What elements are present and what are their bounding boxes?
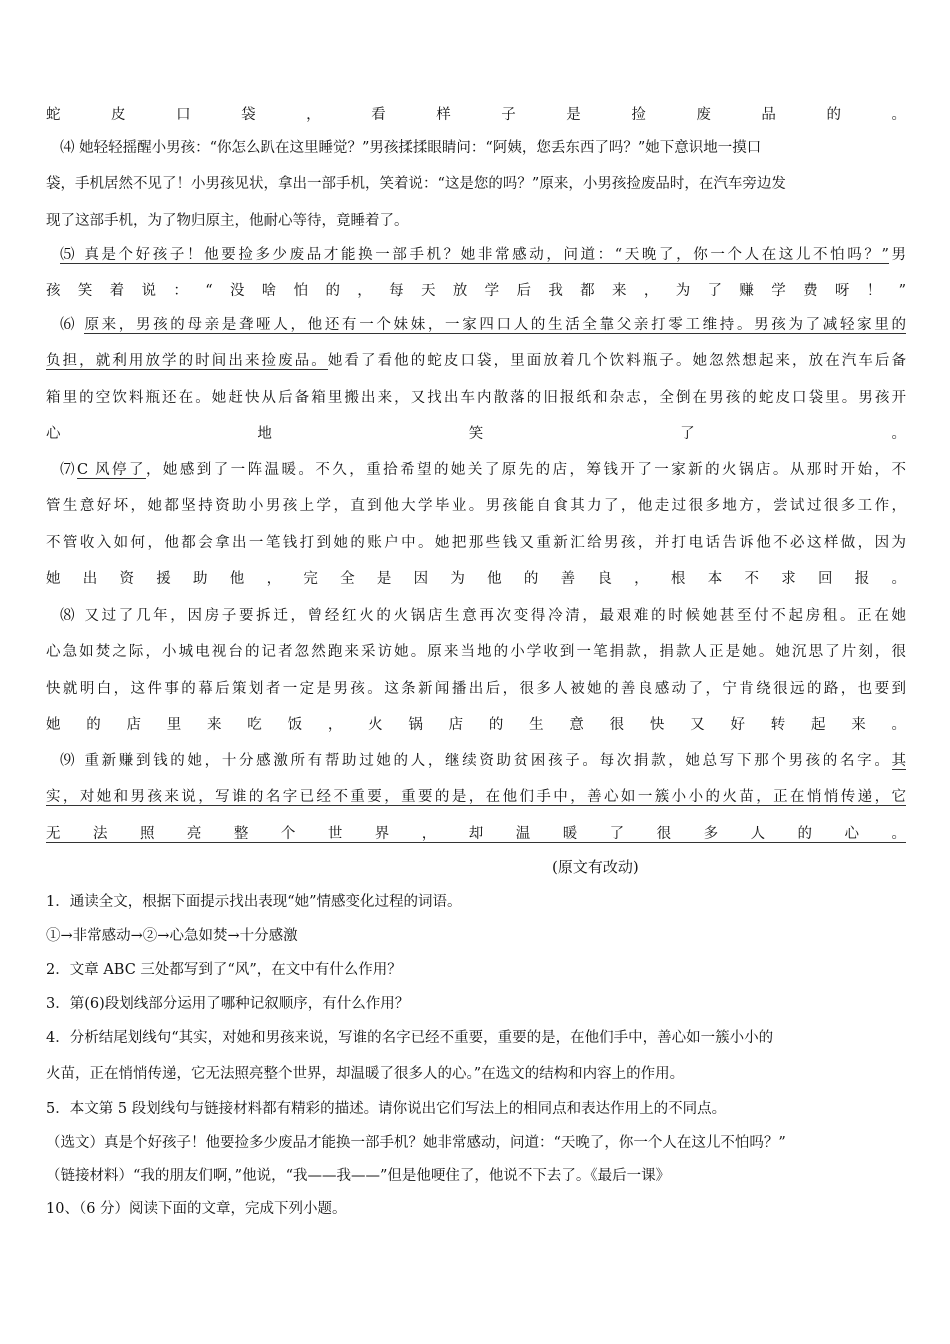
question-5-link: （链接材料）“我的朋友们啊，”他说，“我——我——”但是他哽住了，他说不下去了。《最后一课》 (46, 1168, 671, 1184)
question-1: 1．通读全文，根据下面提示找出表现“她”情感变化过程的词语。 (46, 894, 462, 910)
marked-phrase-c: C 风停了 (76, 462, 146, 478)
underlined-sentence: ⑸ 真是个好孩子！他要捡多少废品才能换一部手机？她非常感动，问道：“天晚了，你一个人在这儿不怕吗？” (60, 247, 889, 263)
paragraph-7: ⑺C 风停了，她感到了一阵温暖。不久，重拾希望的她关了原先的店，筹钱开了一家新的火锅店。从那时开始，不 管生意好坏，她都坚持资助小男孩上学，直到他大学毕业。男孩能自食其力了，他走过很多地方，尝试过很多工作， 不管收入如何，他都会拿出一笔钱打到她的账户中。她把那些钱又重新汇给男孩，并打电话告诉他不必这样做，因为 她出资援助他，完全是因为他的善良，根本不求回报。 (46, 462, 906, 587)
paragraph-9: ⑼ 重新赚到钱的她，十分感激所有帮助过她的人，继续资助贫困孩子。每次捐款，她总写下那个男孩的名字。其 实，对她和男孩来说，写谁的名字已经不重要，重要的是，在他们手中，善心如一簇小小的火苗，正在悄悄传递，它 无法照亮整个世界，却温暖了很多人的心。 (46, 753, 906, 842)
source-note: (原文有改动) (552, 858, 639, 876)
question-4-cont: 火苗，正在悄悄传递，它无法照亮整个世界，却温暖了很多人的心。”在选文的结构和内容上的作用。 (46, 1066, 685, 1082)
underlined-sentence: 无法照亮整个世界，却温暖了很多人的心。 (46, 825, 906, 842)
question-3: 3．第(6)段划线部分运用了哪种记叙顺序，有什么作用？ (46, 996, 410, 1012)
underlined-sentence: 实，对她和男孩来说，写谁的名字已经不重要，重要的是，在他们手中，善心如一簇小小的火苗，正在悄悄传递，它 (46, 789, 906, 806)
paragraph-6: ⑹ 原来，男孩的母亲是聋哑人，他还有一个妹妹，一家四口人的生活全靠父亲打零工维持。男孩为了减轻家里的 负担，就利用放学的时间出来捡废品。她看了看他的蛇皮口袋，里面放着几个饮料瓶子。她忽然想起来，放在汽车后备 箱里的空饮料瓶还在。她赶快从后备箱里搬出来，又找出车内散落的旧报纸和杂志，全倒在男孩的蛇皮口袋里。男孩开 心地笑了。 (46, 317, 907, 442)
question-5: 5．本文第 5 段划线句与链接材料都有精彩的描述。请你说出它们写法上的相同点和表达作用上的不同点。 (46, 1101, 727, 1117)
question-5-selection: （选文）真是个好孩子！他要捡多少废品才能换一部手机？她非常感动，问道：“天晚了，你一个人在这儿不怕吗？” (46, 1135, 786, 1151)
underlined-sentence: 原来，男孩的母亲是聋哑人，他还有一个妹妹，一家四口人的生活全靠父亲打零工维持。男孩为了减轻家里的 (84, 317, 906, 333)
intro-line: 蛇皮口袋，看样子是捡废品的。 (46, 107, 906, 123)
question-1-hint: ①→非常感动→②→心急如焚→十分感激 (46, 928, 298, 944)
question-2: 2．文章 ABC 三处都写到了“风”，在文中有什么作用？ (46, 962, 402, 978)
section-10-heading: 10、（6 分）阅读下面的文章，完成下列小题。 (46, 1201, 347, 1217)
paragraph-5: ⑸ 真是个好孩子！他要捡多少废品才能换一部手机？她非常感动，问道：“天晚了，你一个人在这儿不怕吗？”男 孩笑着说：“没啥怕的，每天放学后我都来，为了赚学费呀！” (46, 247, 907, 300)
paragraph-4: ⑷ 她轻轻摇醒小男孩：“你怎么趴在这里睡觉？”男孩揉揉眼睛问：“阿姨，您丢东西了吗？”她下意识地一摸口 袋，手机居然不见了！小男孩见状，拿出一部手机，笑着说：“这是您的吗？”原来，小男孩捡废品时，在汽车旁边发 现了这部手机，为了物归原主，他耐心等待，竟睡着了。 (46, 140, 786, 229)
paragraph-8: ⑻ 又过了几年，因房子要拆迁，曾经红火的火锅店生意再次变得冷清，最艰难的时候她甚至付不起房租。正在她 心急如焚之际，小城电视台的记者忽然跑来采访她。原来当地的小学收到一笔捐款，捐款人正是她。她沉思了片刻，很 快就明白，这件事的幕后策划者一定是男孩。这条新闻播出后，很多人被她的善良感动了，宁肯绕很远的路，也要到 她的店里来吃饭，火锅店的生意很快又好转起来。 (46, 608, 906, 733)
question-4: 4．分析结尾划线句“其实，对她和男孩来说，写谁的名字已经不重要，重要的是，在他们手中，善心如一簇小小的 (46, 1030, 774, 1046)
underlined-sentence: 其 (891, 753, 906, 769)
underlined-sentence: 负担，就利用放学的时间出来捡废品。 (46, 353, 328, 370)
